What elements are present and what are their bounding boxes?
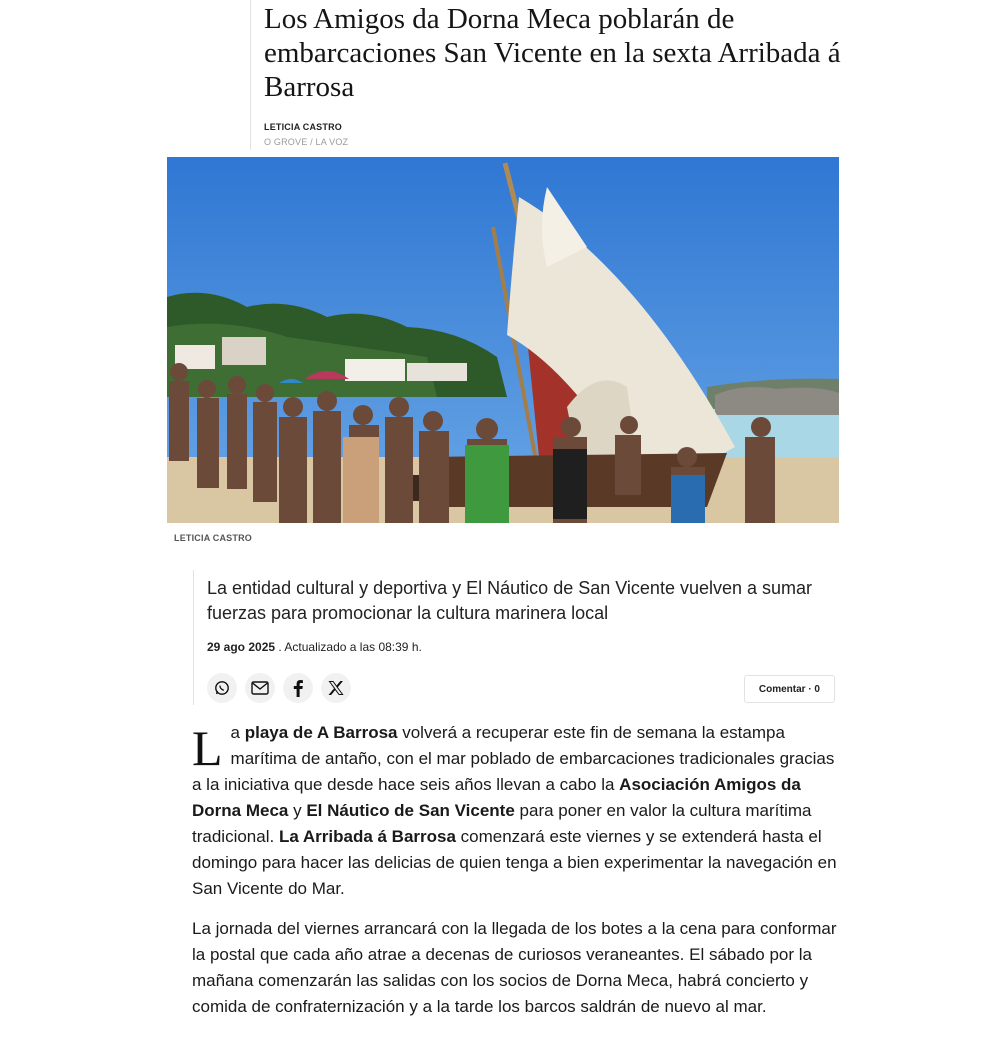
- updated-time: . Actualizado a las 08:39 h.: [278, 640, 422, 654]
- highlight-nautico: El Náutico de San Vicente: [306, 801, 515, 820]
- share-facebook-button[interactable]: [283, 673, 313, 703]
- share-whatsapp-button[interactable]: [207, 673, 237, 703]
- whatsapp-icon: [214, 680, 230, 696]
- drop-cap: L: [192, 720, 223, 776]
- highlight-asociacion: Asociación Amigos da Dorna Meca: [192, 775, 801, 820]
- article-summary: La entidad cultural y deportiva y El Náutico de San Vicente vuelven a sumar fuerzas para promocionar la cultura marinera local: [207, 578, 813, 623]
- article-location: O GROVE / LA VOZ: [264, 137, 349, 147]
- comment-button[interactable]: Comentar · 0: [744, 675, 835, 703]
- highlight-arribada: La Arribada á Barrosa: [278, 827, 456, 846]
- article-title: Los Amigos da Dorna Meca poblarán de embarcaciones San Vicente en la sexta Arribada á Barrosa: [264, 3, 841, 103]
- article-photo[interactable]: [167, 157, 839, 523]
- publish-date: 29 ago 2025: [207, 640, 276, 654]
- body-paragraph-2: La jornada del viernes arrancará con la llegada de los botes a la cena para conformar la postal que cada año atrae a decenas de curiosos veraneantes. El sábado por la mañana comenzarán las salidas con los socios de Dorna Meca, habrá concierto y comida de confraternización y a la tarde los barcos saldrán de nuevo al mar.: [192, 919, 837, 1016]
- beach-boat-photo: [167, 157, 839, 523]
- body-paragraph-1: La playa de A Barrosa volverá a recuperar este fin de semana la estampa marítima de antaño, con el mar poblado de embarcaciones tradicionales gracias a la iniciativa que desde hace seis años llevan a cabo la Asociación Amigos da Dorna Meca y El Náutico de San Vicente para poner en valor la cultura marítima tradicional. La Arribada á Barrosa comenzará este viernes y se extenderá hasta el domingo para hacer las delicias de quien tenga a bien experimentar la navegación en San Vicente do Mar.: [192, 720, 837, 898]
- x-icon: [328, 680, 344, 696]
- article-body: [192, 720, 840, 1034]
- author-name[interactable]: LETICIA CASTRO: [264, 122, 342, 132]
- share-bar: [207, 673, 351, 703]
- share-email-button[interactable]: [245, 673, 275, 703]
- dateline: [207, 640, 422, 654]
- share-x-button[interactable]: [321, 673, 351, 703]
- facebook-icon: [292, 679, 304, 697]
- summary-block: [193, 570, 843, 705]
- headline-block: [250, 0, 850, 150]
- highlight-playa: playa de A Barrosa: [244, 723, 398, 742]
- photo-credit: LETICIA CASTRO: [174, 533, 252, 543]
- email-icon: [251, 681, 269, 695]
